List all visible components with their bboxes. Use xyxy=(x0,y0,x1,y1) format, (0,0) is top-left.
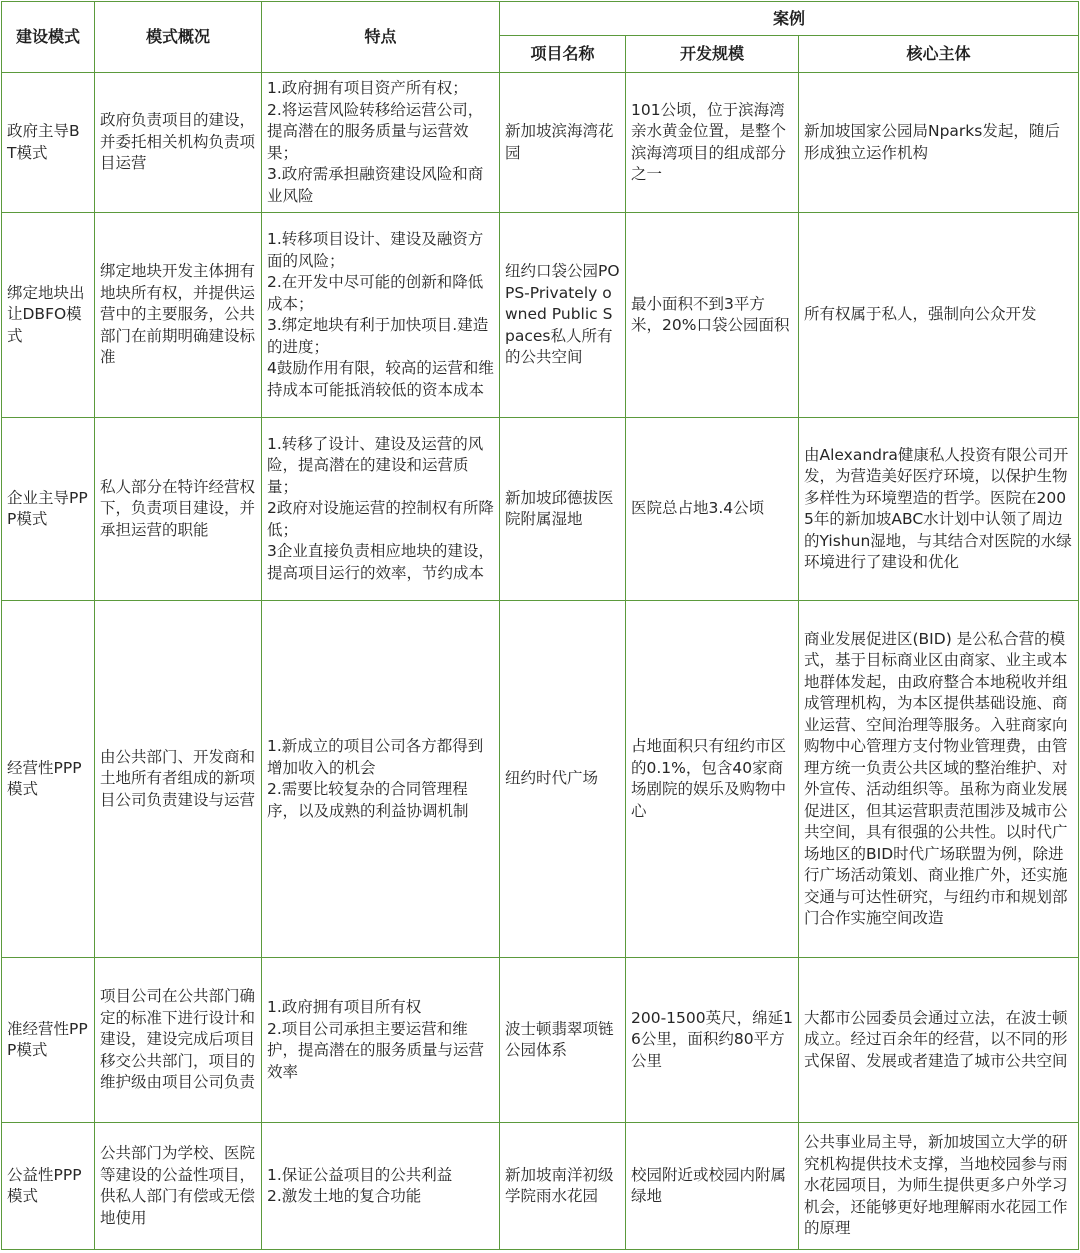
project-cell: 新加坡南洋初级学院雨水花园 xyxy=(500,1123,626,1250)
mode-cell: 公益性PPP模式 xyxy=(2,1123,95,1250)
table-row xyxy=(2,958,1079,1123)
features-cell xyxy=(262,213,500,418)
header-features: 特点 xyxy=(262,2,500,73)
project-cell: 波士顿翡翠项链公园体系 xyxy=(500,958,626,1123)
subject-cell: 大都市公园委员会通过立法，在波士顿成立。经过百余年的经营，以不同的形式保留、发展或者建造了城市公共空间 xyxy=(799,958,1079,1123)
overview-cell: 公共部门为学校、医院等建设的公益性项目，供私人部门有偿或无偿地使用 xyxy=(95,1123,262,1250)
feature-item: 2.将运营风险转移给运营公司，提高潜在的服务质量与运营效果； xyxy=(267,100,484,162)
project-cell: 纽约时代广场 xyxy=(500,601,626,958)
feature-item: 3.政府需承担融资建设风险和商业风险 xyxy=(267,165,484,205)
feature-item: 2政府对设施运营的控制权有所降低； xyxy=(267,499,494,539)
subject-cell: 由Alexandra健康私人投资有限公司开发，为营造美好医疗环境，以保护生物多样性为环境塑造的哲学。医院在2005年的新加坡ABC水计划中认领了周边的Yishun湿地，与其结合对医院的水绿环境进行了建设和优化 xyxy=(799,418,1079,601)
feature-item: 1.保证公益项目的公共利益 xyxy=(267,1165,453,1184)
header-cases: 案例 xyxy=(500,2,1079,36)
table-row xyxy=(2,73,1079,213)
feature-item: 1.政府拥有项目资产所有权； xyxy=(267,79,468,97)
header-scale: 开发规模 xyxy=(626,36,799,73)
overview-cell: 绑定地块开发主体拥有地块所有权，并提供运营中的主要服务，公共部门在前期明确建设标准 xyxy=(95,213,262,418)
subject-cell: 公共事业局主导，新加坡国立大学的研究机构提供技术支撑，当地校园参与雨水花园项目，为师生提供更多户外学习机会，还能够更好地理解雨水花园工作的原理 xyxy=(799,1123,1079,1250)
construction-mode-table xyxy=(1,1,1079,1250)
feature-item: 1.转移项目设计、建设及融资方面的风险； xyxy=(267,230,484,270)
scale-cell: 校园附近或校园内附属绿地 xyxy=(626,1123,799,1250)
features-cell xyxy=(262,1123,500,1250)
feature-item: 2.需要比较复杂的合同管理程序，以及成熟的利益协调机制 xyxy=(267,780,469,820)
table-row xyxy=(2,213,1079,418)
feature-item: 3企业直接负责相应地块的建设，提高项目运行的效率，节约成本 xyxy=(267,542,494,582)
feature-item: 2.激发土地的复合功能 xyxy=(267,1187,422,1205)
feature-item: 1.政府拥有项目所有权 xyxy=(267,998,422,1016)
mode-cell: 政府主导BT模式 xyxy=(2,73,95,213)
feature-item: 2.项目公司承担主要运营和维护，提高潜在的服务质量与运营效率 xyxy=(267,1019,485,1081)
features-cell xyxy=(262,601,500,958)
mode-cell: 企业主导PPP模式 xyxy=(2,418,95,601)
mode-cell: 经营性PPP模式 xyxy=(2,601,95,958)
header-core-subject: 核心主体 xyxy=(799,36,1079,73)
header-row xyxy=(2,2,1079,36)
scale-cell: 200-1500英尺，绵延16公里，面积约80平方公里 xyxy=(626,958,799,1123)
project-cell: 新加坡邱德拔医院附属湿地 xyxy=(500,418,626,601)
feature-item: 1.转移了设计、建设及运营的风险，提高潜在的建设和运营质量； xyxy=(267,434,484,496)
subject-cell: 所有权属于私人，强制向公众开发 xyxy=(799,213,1079,418)
features-cell xyxy=(262,418,500,601)
mode-cell: 绑定地块出让DBFO模式 xyxy=(2,213,95,418)
feature-item: 1.新成立的项目公司各方都得到增加收入的机会 xyxy=(267,737,484,777)
header-project-name: 项目名称 xyxy=(500,36,626,73)
table-row xyxy=(2,601,1079,958)
table-row xyxy=(2,1123,1079,1250)
feature-item: 3.绑定地块有利于加快项目.建造的进度； xyxy=(267,316,489,356)
scale-cell: 医院总占地3.4公顷 xyxy=(626,418,799,601)
table-row xyxy=(2,418,1079,601)
header-mode: 建设模式 xyxy=(2,2,95,73)
overview-cell: 政府负责项目的建设，并委托相关机构负责项目运营 xyxy=(95,73,262,213)
project-cell: 纽约口袋公园POPS-Privately owned Public Spaces私人所有的公共空间 xyxy=(500,213,626,418)
feature-item: 2.在开发中尽可能的创新和降低成本； xyxy=(267,273,484,313)
features-cell xyxy=(262,958,500,1123)
overview-cell: 由公共部门、开发商和土地所有者组成的新项目公司负责建设与运营 xyxy=(95,601,262,958)
scale-cell: 占地面积只有纽约市区的0.1%，包含40家商场剧院的娱乐及购物中心 xyxy=(626,601,799,958)
subject-cell: 新加坡国家公园局Nparks发起，随后形成独立运作机构 xyxy=(799,73,1079,213)
scale-cell: 最小面积不到3平方米，20%口袋公园面积 xyxy=(626,213,799,418)
overview-cell: 项目公司在公共部门确定的标准下进行设计和建设，建设完成后项目移交公共部门，项目的维护级由项目公司负责 xyxy=(95,958,262,1123)
overview-cell: 私人部分在特许经营权下，负责项目建设，并承担运营的职能 xyxy=(95,418,262,601)
mode-cell: 准经营性PPP模式 xyxy=(2,958,95,1123)
subject-cell: 商业发展促进区(BID) 是公私合营的模式，基于目标商业区由商家、业主或本地群体发起，由政府整合本地税收并组成管理机构，为本区提供基础设施、商业运营、空间治理等服务。入驻商家向购物中心管理方支付物业管理费，由管理方统一负责公共区域的整治维护、对外宣传、活动组织等。虽称为商业发展促进区，但其运营职责范围涉及城市公共空间，具有很强的公共性。以时代广场地区的BID时代广场联盟为例，除进行广场活动策划、商业推广外，还实施交通与可达性研究，与纽约市和规划部门合作实施空间改造 xyxy=(799,601,1079,958)
feature-item: 4鼓励作用有限，较高的运营和维持成本可能抵消较低的资本成本 xyxy=(267,359,494,399)
features-cell xyxy=(262,73,500,213)
project-cell: 新加坡滨海湾花园 xyxy=(500,73,626,213)
scale-cell: 101公顷，位于滨海湾亲水黄金位置，是整个滨海湾项目的组成部分之一 xyxy=(626,73,799,213)
header-overview: 模式概况 xyxy=(95,2,262,73)
